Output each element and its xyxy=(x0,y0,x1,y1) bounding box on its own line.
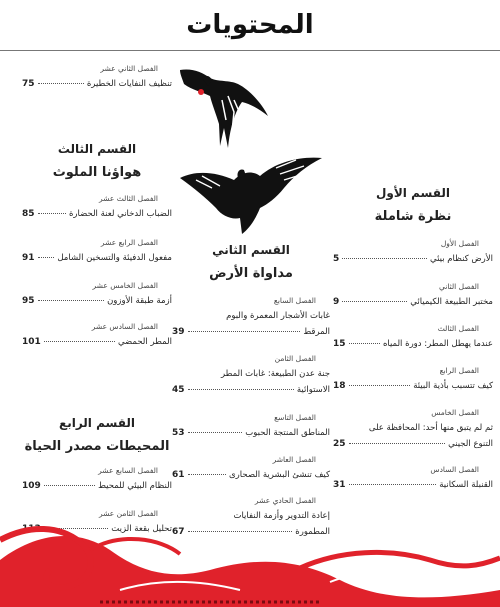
chapter-label: الفصل السابع xyxy=(273,296,316,305)
toc-entry[interactable] xyxy=(22,281,172,306)
part-1-title: نظرة شاملة xyxy=(374,209,452,224)
chapter-label: الفصل الرابع xyxy=(439,366,479,375)
chapter-title: الضباب الدخاني لعنة الحضارة xyxy=(68,209,172,219)
chapter-title: غابات الأشجار المعمرة والبوم xyxy=(226,311,330,321)
part-4-heading xyxy=(22,416,172,455)
leader-dots xyxy=(188,432,243,433)
chapter-label: الفصل الخامس عشر xyxy=(92,281,158,290)
toc-entry[interactable] xyxy=(172,455,330,480)
page-number: 9 xyxy=(333,297,340,307)
chapter-label: الفصل التاسع xyxy=(274,413,316,422)
chapter-label: الفصل الأول xyxy=(440,239,479,248)
page-number: 113 xyxy=(22,524,41,534)
leader-dots xyxy=(342,301,407,302)
page-number: 91 xyxy=(22,253,35,263)
part-2-column xyxy=(172,243,330,543)
chapter-title: عندما يهطل المطر: دورة المياه xyxy=(382,339,493,349)
page-number: 61 xyxy=(172,470,185,480)
toc-entry[interactable] xyxy=(22,64,172,89)
chapter-label: الفصل الخامس xyxy=(431,408,479,417)
toc-entry[interactable] xyxy=(172,296,330,337)
toc-entry[interactable] xyxy=(22,322,172,347)
page-number: 45 xyxy=(172,385,185,395)
condor-bird-icon-large xyxy=(176,148,326,238)
leader-dots xyxy=(38,213,66,214)
part-2-heading xyxy=(172,243,330,282)
page-number: 5 xyxy=(333,254,340,264)
leader-dots xyxy=(342,258,427,259)
page-title: المحتويات xyxy=(186,10,314,40)
toc-entry[interactable] xyxy=(22,194,172,219)
chapter-label: الفصل الحادي عشر xyxy=(254,496,316,505)
chapter-label: الفصل الثامن xyxy=(274,354,316,363)
part-1-label: القسم الأول xyxy=(376,186,450,200)
chapter-title: القنبلة السكانية xyxy=(439,480,493,490)
leader-dots xyxy=(188,474,226,475)
part-3-label: القسم الثالث xyxy=(57,142,137,156)
chapter-label: الفصل الثالث xyxy=(437,324,479,333)
chapter-title: كيف تنشئ البشرية الصحارى xyxy=(229,470,330,480)
chapter-label: الفصل الثاني عشر xyxy=(100,64,158,73)
chapter-title-cont: المرقط xyxy=(303,327,330,337)
toc-entry[interactable] xyxy=(333,239,493,264)
top-divider xyxy=(0,50,500,51)
leader-dots xyxy=(188,331,301,332)
chapter-title: أزمة طبقة الأوزون xyxy=(107,296,172,306)
part-4-title: المحيطات مصدر الحياة xyxy=(24,439,170,454)
chapter-title: النظام البيئي للمحيط xyxy=(98,481,172,491)
page-number: 67 xyxy=(172,527,185,537)
page-number: 101 xyxy=(22,337,41,347)
page-number: 31 xyxy=(333,480,346,490)
chapter-label: الفصل الثامن عشر xyxy=(98,509,158,518)
chapter-label: الفصل السادس عشر xyxy=(91,322,158,331)
chapter-label: الفصل الرابع عشر xyxy=(100,238,158,247)
part-2-title: مداواة الأرض xyxy=(209,266,293,281)
leader-dots xyxy=(188,389,294,390)
leader-dots xyxy=(349,443,446,444)
leader-dots xyxy=(349,385,411,386)
chapter-title: كيف تتسبب بأذية البيئة xyxy=(413,381,493,391)
part-3-title: هواؤنا الملوث xyxy=(52,165,142,180)
chapter-title: المطر الحمضي xyxy=(117,337,172,347)
toc-entry[interactable] xyxy=(22,466,172,491)
left-column xyxy=(22,64,172,544)
chapter-label: الفصل الثاني xyxy=(439,282,479,291)
chapter-label: الفصل الثالث عشر xyxy=(99,194,158,203)
leader-dots xyxy=(349,343,380,344)
chapter-title: تحليل بقعة الزيت xyxy=(111,524,172,534)
chapter-title: مفعول الدفيئة والتسخين الشامل xyxy=(57,253,172,263)
leader-dots xyxy=(38,83,84,84)
part-4-label: القسم الرابع xyxy=(59,416,135,430)
chapter-title-cont: المطمورة xyxy=(295,527,330,537)
leader-dots xyxy=(44,341,115,342)
chapter-title: مختبر الطبيعة الكيميائي xyxy=(410,297,493,307)
page-number: 95 xyxy=(22,296,35,306)
chapter-title: المناطق المنتجة الحبوب xyxy=(245,428,330,438)
chapter-title-cont: التنوع الجيني xyxy=(448,439,493,449)
toc-entry[interactable] xyxy=(172,413,330,438)
page-number: 18 xyxy=(333,381,346,391)
toc-entry[interactable] xyxy=(172,354,330,395)
toc-entry[interactable] xyxy=(333,465,493,490)
toc-entry[interactable] xyxy=(333,324,493,349)
leader-dots xyxy=(38,257,55,258)
chapter-title: تنظيف النفايات الخطيرة xyxy=(86,79,172,89)
red-wave-ornament xyxy=(0,520,500,607)
leader-dots xyxy=(349,484,437,485)
part-3-heading xyxy=(22,142,172,181)
chapter-title: جنة عدن الطبيعة: غابات المطر xyxy=(220,369,330,379)
leader-dots xyxy=(38,300,105,301)
chapter-label: الفصل العاشر xyxy=(272,455,316,464)
chapter-title: ثم لم يتبق منها أحد: المحافظة على xyxy=(368,423,493,433)
page-number: 109 xyxy=(22,481,41,491)
part-2-label: القسم الثاني xyxy=(212,243,290,257)
page-number: 85 xyxy=(22,209,35,219)
chapter-title-cont: الاستوائية xyxy=(296,385,330,395)
toc-entry[interactable] xyxy=(333,282,493,307)
page-number: 53 xyxy=(172,428,185,438)
toc-entry[interactable] xyxy=(333,408,493,449)
chapter-title: الأرض كنظام بيئي xyxy=(429,254,493,264)
condor-bird-icon-small xyxy=(172,56,272,156)
leader-dots xyxy=(44,485,95,486)
page-number: 25 xyxy=(333,439,346,449)
page-number: 15 xyxy=(333,339,346,349)
part-1-heading xyxy=(333,186,493,225)
chapter-title: إعادة التدوير وأزمة النفايات xyxy=(233,511,330,521)
page-number: 75 xyxy=(22,79,35,89)
part-1-column xyxy=(333,186,493,506)
toc-entry[interactable] xyxy=(22,238,172,263)
toc-entry[interactable] xyxy=(333,366,493,391)
chapter-label: الفصل السادس xyxy=(430,465,479,474)
page-number: 39 xyxy=(172,327,185,337)
chapter-label: الفصل السابع عشر xyxy=(98,466,158,475)
